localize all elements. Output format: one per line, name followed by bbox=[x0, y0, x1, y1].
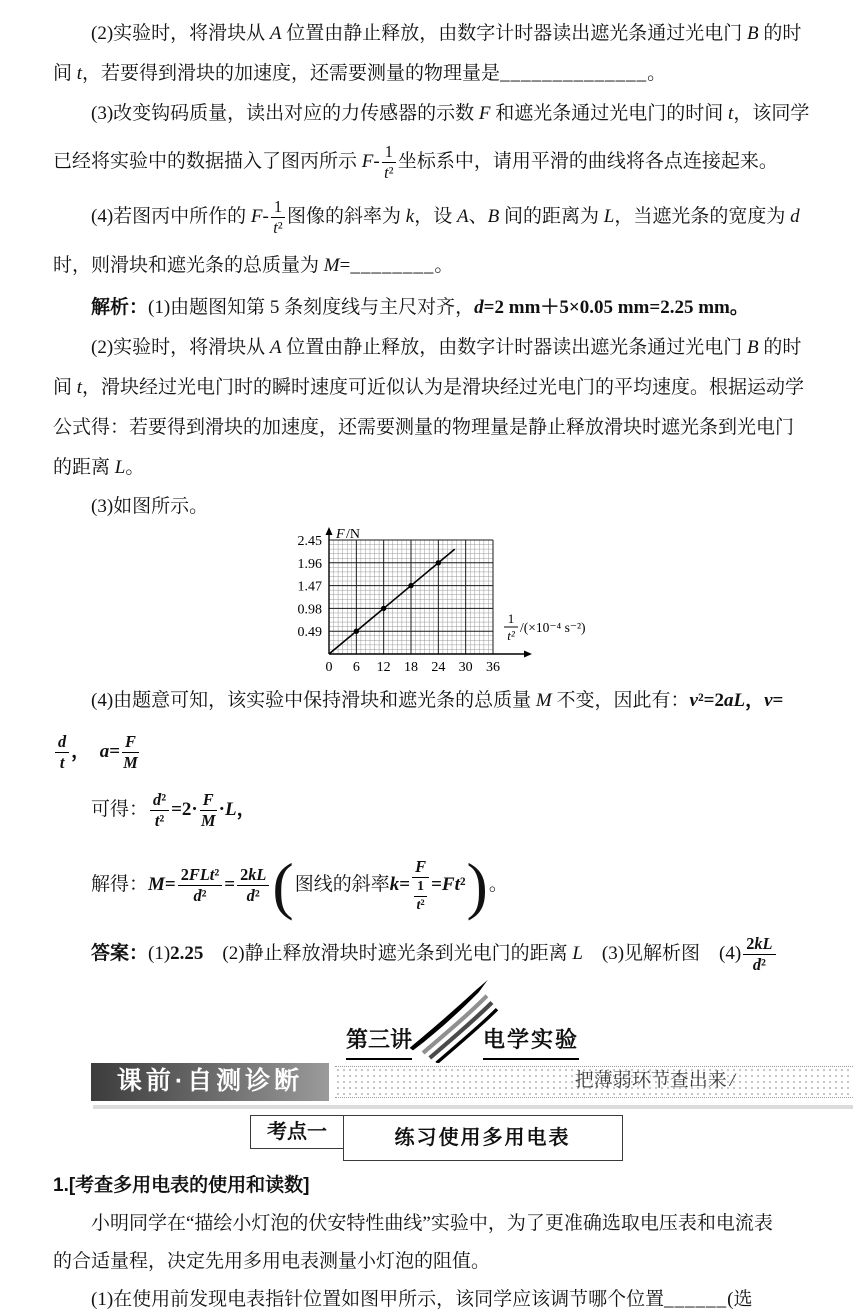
bold-variable: d bbox=[58, 731, 67, 751]
big-paren: ( bbox=[272, 849, 294, 921]
svg-text:30: 30 bbox=[458, 660, 473, 675]
bold-text: 2.25 bbox=[170, 943, 204, 964]
fraction: $\frac{1}{\text{t²}}$ bbox=[414, 879, 427, 913]
svg-text:t²: t² bbox=[507, 628, 515, 643]
bold-variable: kL bbox=[248, 864, 267, 884]
document-body-middle bbox=[53, 678, 818, 979]
item1-line1: 小明同学在“描绘小灯泡的伏安特性曲线”实验中，为了更准确选取电压表和电流表 bbox=[91, 1213, 773, 1234]
lecture-header bbox=[53, 979, 818, 1063]
variable: F bbox=[250, 206, 263, 227]
fraction: $\frac{\text{d²}}{\text{t²}}$ bbox=[150, 791, 169, 831]
daan-line: 答案：(1)2.25 (2)静止释放滑块时遮光条到光电门的距离 L (3)见解析图 (4) $\frac{2kL}{\text{d²}}$ bbox=[53, 929, 818, 979]
svg-text:6: 6 bbox=[352, 660, 360, 675]
item1-line3: (1)在使用前发现电表指针位置如图甲所示，该同学应该调节哪个位置______(选 bbox=[91, 1289, 753, 1310]
bold-text: 解析： bbox=[91, 297, 149, 318]
bold-variable: F bbox=[415, 856, 426, 876]
document-body-top bbox=[53, 14, 818, 526]
svg-text:F: F bbox=[336, 527, 345, 542]
bold-variable: d bbox=[193, 886, 202, 906]
item1-heading bbox=[53, 1167, 818, 1205]
fraction: $\frac{2kL}{\text{d²}}$ bbox=[743, 935, 775, 975]
lecture-number: 第三讲 bbox=[346, 1023, 412, 1060]
bold-text: = bbox=[399, 874, 411, 895]
variable: t bbox=[76, 63, 83, 84]
bold-text: =2 mm＋5×0.05 mm=2.25 mm。 bbox=[483, 297, 749, 318]
lecture-title: 电学实验 bbox=[483, 1023, 579, 1060]
jiexi-line4: 公式得：若要得到滑块的加速度，还需要测量的物理量是静止释放滑块时遮光条到光电门 bbox=[53, 417, 795, 438]
banner-underline-strip bbox=[93, 1105, 853, 1109]
bold-text: =2· bbox=[171, 799, 198, 820]
variable: d bbox=[790, 206, 800, 227]
banner-slash: / bbox=[729, 1070, 735, 1091]
fraction: $\frac{1}{\text{t²}}$ bbox=[382, 143, 396, 183]
bold-text: ， bbox=[745, 690, 765, 711]
variable: L bbox=[572, 943, 583, 964]
bold-text: = bbox=[224, 874, 236, 895]
jiexi-line2: (2)实验时，将滑块从 A 位置由静止释放，由数字计时器读出遮光条通过光电门 B 的时 bbox=[91, 337, 802, 358]
variable: B bbox=[747, 337, 759, 358]
bold-text: ， bbox=[236, 799, 256, 820]
variable: t bbox=[76, 377, 83, 398]
bold-variable: v bbox=[764, 690, 773, 711]
jiexi-line6: (3)如图所示。 bbox=[91, 496, 209, 517]
svg-text:1: 1 bbox=[507, 611, 515, 626]
bold-text: 1.[考查多用电表的使用和读数] bbox=[53, 1175, 310, 1196]
jiexi-line5: 的距离 L。 bbox=[53, 457, 145, 478]
svg-text:0: 0 bbox=[325, 660, 333, 675]
svg-text:1.96: 1.96 bbox=[297, 556, 322, 572]
bold-text: = bbox=[164, 874, 176, 895]
banner-tagline-text: 把薄弱环节查出来 bbox=[574, 1070, 727, 1091]
bold-text: 答案： bbox=[91, 943, 149, 964]
banner-tagline bbox=[335, 1066, 853, 1098]
bold-variable: k bbox=[389, 874, 400, 895]
fn-vs-inverse-t2-chart bbox=[239, 526, 689, 678]
chart-figure bbox=[239, 526, 689, 678]
svg-text:24: 24 bbox=[431, 660, 446, 675]
variable: k bbox=[405, 206, 415, 227]
jiexi-line10: 解得：M= $\frac{\text{2FLt²}}{\text{d²}}$ = $\frac{2kL}{\text{d²}}$ (图线的斜率k= $\frac{F}{\frac{1}{\text{t²}}}$ =Ft²)。 bbox=[91, 849, 508, 921]
answer-blank: ________ bbox=[350, 255, 435, 276]
svg-text:0.98: 0.98 bbox=[297, 602, 322, 618]
jiexi-line8 bbox=[53, 724, 818, 779]
bold-variable: v bbox=[689, 690, 698, 711]
svg-text:2.45: 2.45 bbox=[297, 534, 322, 549]
bold-variable: Ft bbox=[441, 874, 460, 895]
variable: M bbox=[535, 690, 552, 711]
bold-variable: aL bbox=[723, 690, 746, 711]
variable: L bbox=[114, 457, 126, 478]
bold-text: ， bbox=[71, 741, 100, 762]
svg-text:0.49: 0.49 bbox=[297, 625, 322, 641]
section-banner bbox=[91, 1063, 853, 1109]
variable: t bbox=[728, 103, 734, 124]
svg-text:/N: /N bbox=[346, 527, 360, 542]
variable: A bbox=[456, 206, 469, 227]
bold-variable: M bbox=[148, 874, 165, 895]
bold-variable: FLt bbox=[188, 864, 215, 884]
svg-text:/(×10⁻⁴ s⁻²): /(×10⁻⁴ s⁻²) bbox=[520, 620, 586, 635]
bold-text: = bbox=[109, 741, 121, 762]
fraction bbox=[55, 733, 69, 773]
fraction bbox=[412, 858, 429, 914]
variable: t bbox=[384, 163, 389, 183]
bold-variable: t bbox=[154, 811, 160, 831]
variable: L bbox=[603, 206, 615, 227]
bold-text: ²=2 bbox=[697, 690, 724, 711]
bold-variable: F bbox=[202, 789, 214, 809]
bold-variable: d bbox=[246, 886, 255, 906]
svg-text:1.47: 1.47 bbox=[297, 579, 322, 595]
item1-line2: 的合适量程，决定先用多用电表测量小灯泡的阻值。 bbox=[53, 1251, 491, 1272]
fraction bbox=[122, 733, 139, 773]
bold-variable: M bbox=[123, 753, 138, 773]
answer-blank: ______________ bbox=[500, 63, 648, 84]
variable: F bbox=[478, 103, 491, 124]
variable: A bbox=[269, 337, 282, 358]
bold-variable: kL bbox=[754, 933, 773, 953]
bold-text: = bbox=[431, 874, 442, 895]
bold-text: · bbox=[218, 799, 226, 820]
variable: F bbox=[361, 151, 374, 172]
fraction bbox=[200, 791, 217, 831]
bold-variable: a bbox=[99, 741, 110, 762]
fraction: $\frac{1}{\text{t²}}$ bbox=[271, 198, 285, 238]
bold-text: = bbox=[772, 690, 784, 711]
jiexi-line9: 可得： $\frac{\text{d²}}{\text{t²}}$ =2· $\frac{F}{M}$ ·L， bbox=[91, 789, 256, 831]
variable: B bbox=[487, 206, 500, 227]
para3-line2: 已经将实验中的数据描入了图丙所示 F- $\frac{1}{\text{t²}}$ 坐标系中，请用平滑的曲线将各点连接起来。 bbox=[53, 141, 778, 183]
para3-line1: (3)改变钩码质量，读出对应的力传感器的示数 F 和遮光条通过光电门的时间 t，该同学 bbox=[91, 103, 810, 124]
topic-box-label: 考点一 bbox=[250, 1115, 344, 1149]
svg-text:36: 36 bbox=[486, 660, 500, 675]
fraction: $\frac{2kL}{\text{d²}}$ bbox=[237, 866, 269, 906]
bold-variable: L bbox=[225, 799, 237, 820]
bold-variable: d bbox=[752, 955, 761, 975]
bold-variable: d bbox=[474, 297, 484, 318]
topic-box bbox=[250, 1115, 818, 1167]
bold-variable: t bbox=[59, 753, 65, 773]
bold-variable: F bbox=[125, 731, 136, 751]
jiexi-line7: (4)由题意可知，该实验中保持滑块和遮光条的总质量 M 不变，因此有：v²=2aL，v= bbox=[91, 690, 784, 711]
svg-text:12: 12 bbox=[376, 660, 391, 675]
bold-variable: t bbox=[416, 896, 421, 913]
answer-blank: ______ bbox=[664, 1289, 728, 1310]
variable: B bbox=[747, 23, 759, 44]
variable: t bbox=[273, 218, 278, 238]
jiexi-line1: 解析：(1)由题图知第 5 条刻度线与主尺对齐，d=2 mm＋5×0.05 mm=2.25 mm。 bbox=[91, 297, 749, 318]
bold-text: ² bbox=[459, 874, 466, 895]
jiexi-line3: 间 t，滑块经过光电门时的瞬时速度可近似认为是滑块经过光电门的平均速度。根据运动学 bbox=[53, 377, 805, 398]
document-body-bottom bbox=[53, 1167, 818, 1316]
variable: A bbox=[269, 23, 282, 44]
para2-line1: (2)实验时，将滑块从 A 位置由静止释放，由数字计时器读出遮光条通过光电门 B 的时 bbox=[91, 23, 802, 44]
bold-variable: M bbox=[200, 811, 216, 831]
para4-line1: (4)若图丙中所作的 F- $\frac{1}{\text{t²}}$ 图像的斜率为 k，设 A、B 间的距离为 L，当遮光条的宽度为 d bbox=[91, 196, 800, 238]
fraction: $\frac{\text{2FLt²}}{\text{d²}}$ bbox=[178, 866, 222, 906]
para2-line2: 间 t，若要得到滑块的加速度，还需要测量的物理量是______________。 bbox=[53, 63, 667, 84]
banner-label: 课前·自测诊断 bbox=[91, 1063, 329, 1101]
topic-box-title: 练习使用多用电表 bbox=[343, 1115, 623, 1161]
svg-text:18: 18 bbox=[404, 660, 418, 675]
para4-line2: 时，则滑块和遮光条的总质量为 M=________。 bbox=[53, 255, 454, 276]
big-paren: ) bbox=[466, 849, 488, 921]
bold-variable: d bbox=[153, 789, 162, 809]
variable: M bbox=[323, 255, 340, 276]
